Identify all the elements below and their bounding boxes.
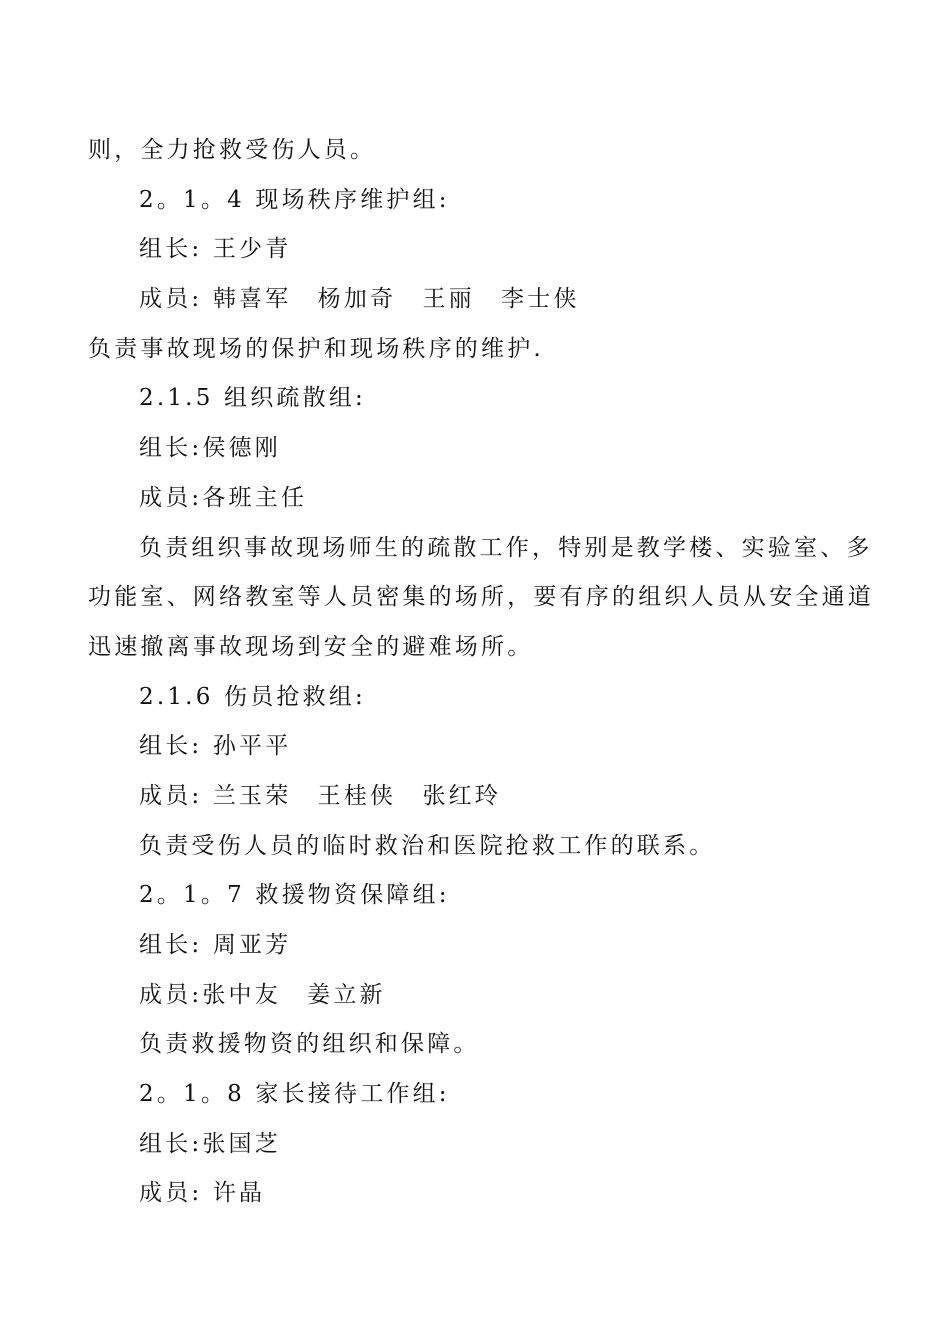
group-leader: 组长:张国芝 [139,1130,281,1157]
text-line: 功能室、网络教室等人员密集的场所，要有序的组织人员从安全通道 [88,584,874,611]
section-heading: 2。1。4 现场秩序维护组: [139,186,450,213]
document-body [88,126,874,1219]
text-line: 负责事故现场的保护和现场秩序的维护. [88,335,544,362]
group-leader: 组长:侯德刚 [139,435,281,462]
group-leader: 组长: 周亚芳 [139,932,292,958]
section-heading: 2。1。7 救援物资保障组: [139,882,450,909]
section-heading: 2。1。8 家长接待工作组: [139,1081,450,1108]
group-members: 成员: 兰玉荣 王桂侠 张红玲 [139,782,502,809]
group-leader: 组长: 孙平平 [139,733,292,760]
group-members: 成员: 韩喜军 杨加奇 王丽 李士侠 [139,286,580,313]
section-heading: 2.1.5 组织疏散组: [139,385,366,412]
group-members: 成员:张中友 姜立新 [139,981,386,1008]
text-line: 迅速撤离事故现场到安全的避难场所。 [88,633,534,660]
group-members: 成员: 许晶 [139,1180,266,1207]
text-line: 负责救援物资的组织和保障。 [139,1031,480,1058]
group-members: 成员:各班主任 [139,484,308,511]
text-line: 负责组织事故现场师生的疏散工作，特别是教学楼、实验室、多 [139,534,873,561]
text-line: 则，全力抢救受伤人员。 [88,137,377,163]
section-heading: 2.1.6 伤员抢救组: [139,683,366,710]
text-line: 负责受伤人员的临时救治和医院抢救工作的联系。 [139,832,716,859]
group-leader: 组长: 王少青 [139,236,292,263]
